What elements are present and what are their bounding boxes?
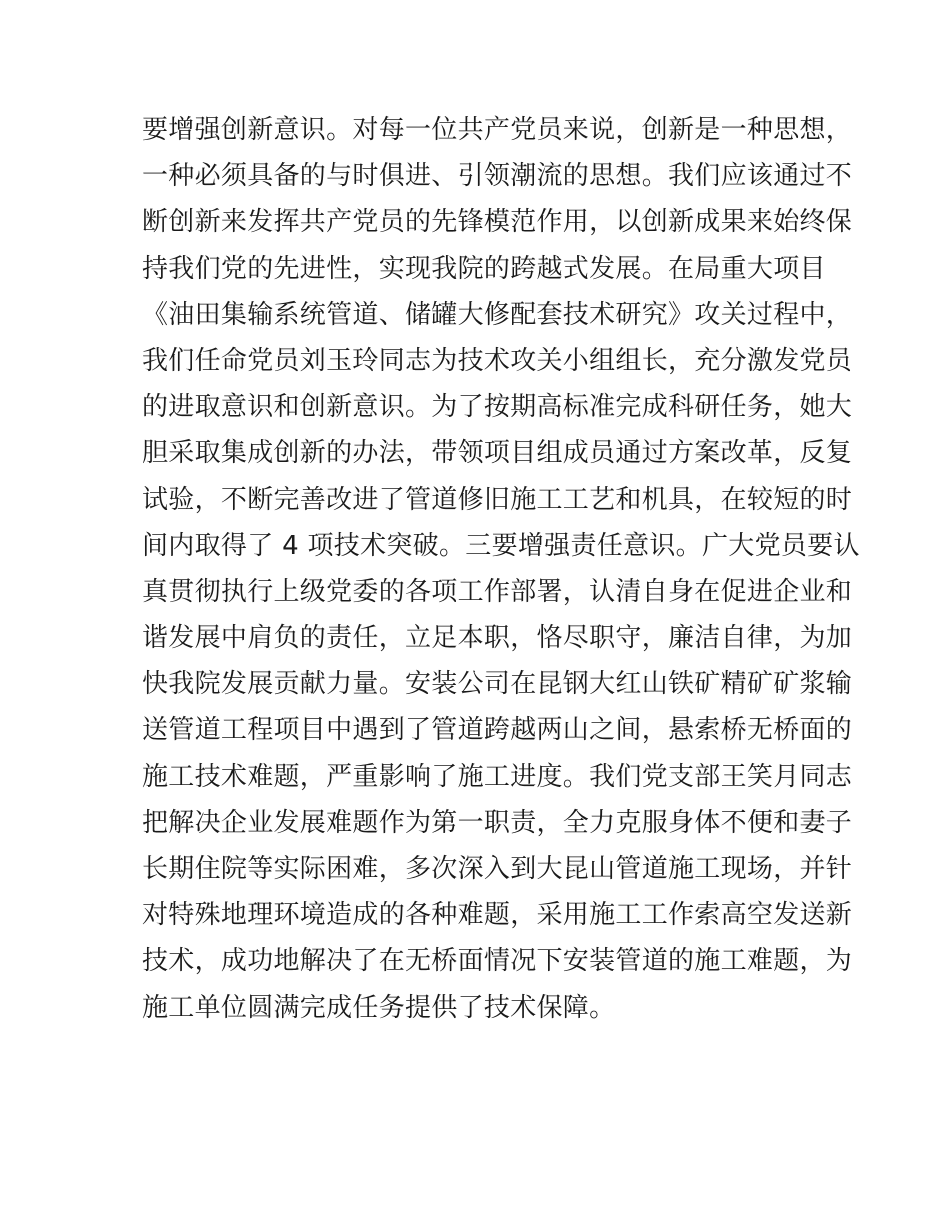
- paragraph-line: 施工单位圆满完成任务提供了技术保障。: [142, 992, 616, 1023]
- paragraph-line: 对特殊地理环境造成的各种难题，采用施工工作索高空发送新: [142, 900, 853, 931]
- paragraph-line: 快我院发展贡献力量。安装公司在昆钢大红山铁矿精矿矿浆输: [142, 669, 853, 700]
- paragraph-line: 断创新来发挥共产党员的先锋模范作用，以创新成果来始终保: [142, 207, 853, 238]
- body-paragraph: [142, 107, 860, 1031]
- paragraph-line: 试验，不断完善改进了管道修旧施工工艺和机具，在较短的时: [142, 484, 853, 515]
- paragraph-line: 我们任命党员刘玉玲同志为技术攻关小组组长，充分激发党员: [142, 345, 853, 376]
- paragraph-line: 技术，成功地解决了在无桥面情况下安装管道的施工难题，为: [142, 946, 853, 977]
- paragraph-line: 持我们党的先进性，实现我院的跨越式发展。在局重大项目: [142, 253, 826, 284]
- paragraph-line: 把解决企业发展难题作为第一职责，全力克服身体不便和妻子: [142, 807, 853, 838]
- paragraph-line: 谐发展中肩负的责任，立足本职，恪尽职守，廉洁自律，为加: [142, 623, 853, 654]
- paragraph-line: 长期住院等实际困难，多次深入到大昆山管道施工现场，并针: [142, 854, 853, 884]
- paragraph-line: 的进取意识和创新意识。为了按期高标准完成科研任务，她大: [142, 392, 853, 423]
- paragraph-line: 施工技术难题，严重影响了施工进度。我们党支部王笑月同志: [142, 761, 853, 792]
- paragraph-line: 真贯彻执行上级党委的各项工作部署，认清自身在促进企业和: [142, 576, 853, 607]
- paragraph-line: 胆采取集成创新的办法，带领项目组成员通过方案改革，反复: [142, 438, 853, 469]
- paragraph-line: 要增强创新意识。对每一位共产党员来说，创新是一种思想，: [142, 115, 853, 145]
- paragraph-line: 《油田集输系统管道、储罐大修配套技术研究》攻关过程中，: [142, 299, 853, 330]
- paragraph-line: 送管道工程项目中遇到了管道跨越两山之间，悬索桥无桥面的: [142, 715, 853, 746]
- paragraph-line: 一种必须具备的与时俱进、引领潮流的思想。我们应该通过不: [142, 161, 853, 192]
- paragraph-line: 间内取得了 4 项技术突破。三要增强责任意识。广大党员要认: [142, 530, 860, 561]
